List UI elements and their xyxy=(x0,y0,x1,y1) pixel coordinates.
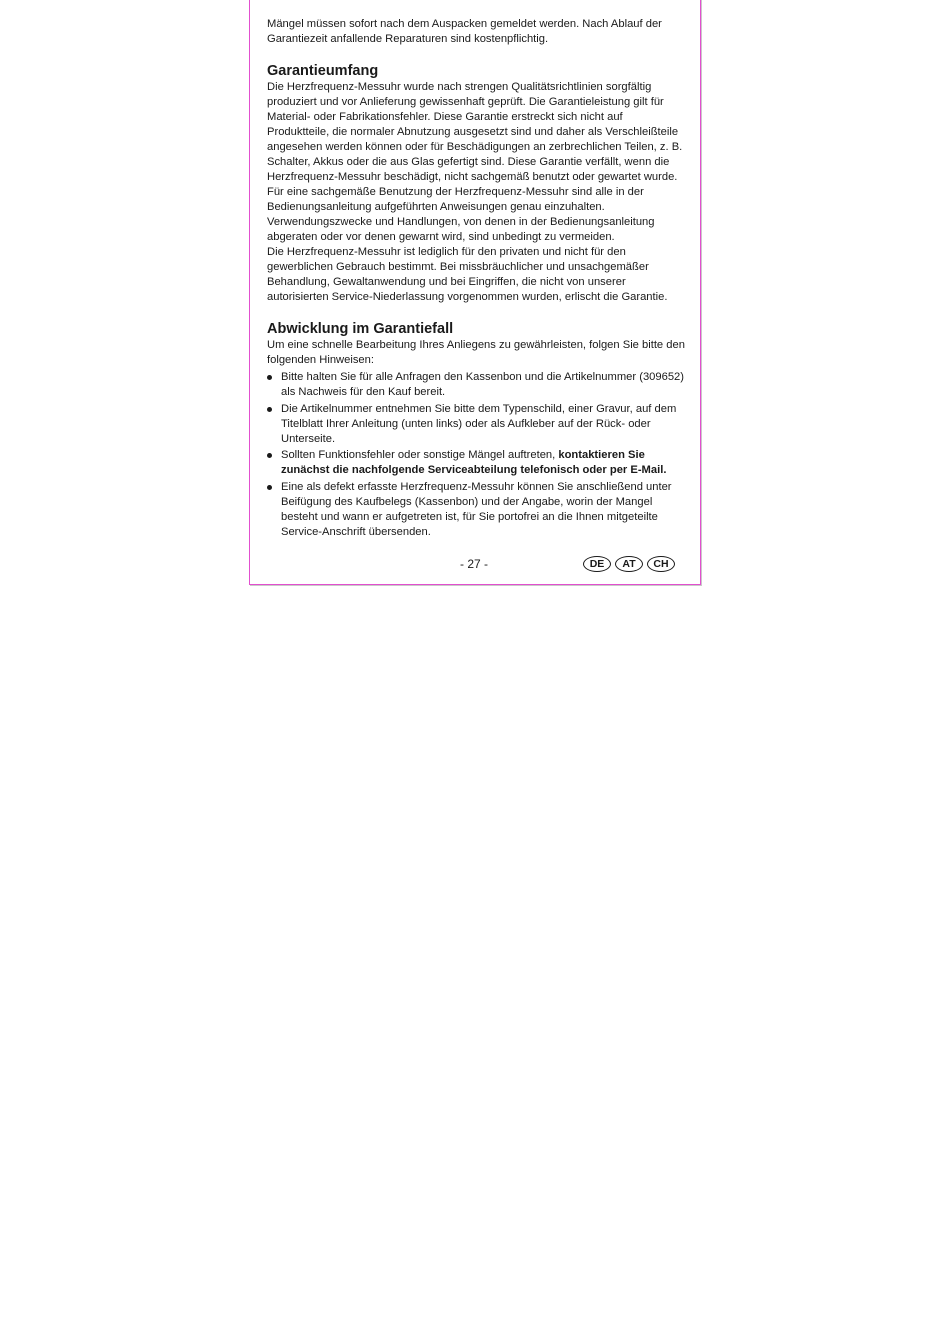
bullet-icon xyxy=(267,407,272,412)
garantieumfang-paragraph-1: Die Herzfrequenz-Messuhr wurde nach strengen Qualitätsrichtlinien sorgfältig produziert und vor Anlieferung gewissenhaft geprüft. Die Garantieleistung gilt für Material- oder Fabrikationsfehler. Diese Garantie erstreckt sich nicht auf Produktteile, die normaler Abnutzung ausgesetzt sind und daher als Verschleißteile angesehen werden können oder für Beschädigungen an zerbrechlichen Teilen, z. B. Schalter, Akkus oder die aus Glas gefertigt sind. Diese Garantie verfällt, wenn die Herzfrequenz-Messuhr beschädigt, nicht sachgemäß benutzt oder gewartet wurde. Für eine sachgemäße Benutzung der Herzfrequenz-Messuhr sind alle in der Bedienungsanleitung aufgeführten Anweisungen genau einzuhalten. Verwendungszwecke und Handlungen, von denen in der Bedienungsanleitung abgeraten oder vor denen gewarnt wird, sind unbedingt zu vermeiden. xyxy=(267,81,683,243)
heading-garantieumfang: Garantieumfang xyxy=(267,63,379,79)
list-item-text: Eine als defekt erfasste Herzfrequenz-Messuhr können Sie anschließend unter Beifügung des Kaufbelegs (Kassenbon) und der Angabe, worin der Mangel besteht und wann er aufgetreten ist, für Sie portofrei an die Ihnen mitgeteilte Service-Anschrift übersenden. xyxy=(281,480,672,538)
abwicklung-list xyxy=(267,370,687,540)
garantieumfang-paragraph-2: Die Herzfrequenz-Messuhr ist lediglich für den privaten und nicht für den gewerblichen Gebrauch bestimmt. Bei missbräuchlicher und unsachgemäßer Behandlung, Gewaltanwendung und bei Eingriffen, die nicht von unserer autorisierten Service-Niederlassung vorgenommen wurden, erlischt die Garantie. xyxy=(267,246,668,303)
country-badge-at: AT xyxy=(615,556,643,572)
list-item-text: Die Artikelnummer entnehmen Sie bitte dem Typenschild, einer Gravur, auf dem Titelblatt Ihrer Anleitung (unten links) oder als Aufkleber auf der Rück- oder Unterseite. xyxy=(281,402,677,445)
list-item-text: Sollten Funktionsfehler oder sonstige Mängel auftreten, xyxy=(281,449,559,461)
bullet-icon xyxy=(267,375,272,380)
page-number: - 27 - xyxy=(460,557,489,571)
page-footer xyxy=(250,556,700,576)
list-item-text: Bitte halten Sie für alle Anfragen den Kassenbon und die Artikelnummer (309652) als Nachweis für den Kauf bereit. xyxy=(281,371,685,398)
list-item xyxy=(267,402,687,447)
manual-page xyxy=(249,0,701,585)
list-item xyxy=(267,480,687,540)
heading-abwicklung: Abwicklung im Garantiefall xyxy=(267,321,454,337)
list-item xyxy=(267,448,687,478)
list-item-text-bold: kontaktieren Sie zunächst die nachfolgende Serviceabteilung telefonisch oder per E-Mail. xyxy=(281,449,667,476)
country-badge-de: DE xyxy=(583,556,611,572)
intro-paragraph: Mängel müssen sofort nach dem Auspacken gemeldet werden. Nach Ablauf der Garantiezeit anfallende Reparaturen sind kostenpflichtig. xyxy=(267,18,662,45)
page-content xyxy=(267,17,687,541)
abwicklung-intro: Um eine schnelle Bearbeitung Ihres Anliegens zu gewährleisten, folgen Sie bitte den folgenden Hinweisen: xyxy=(267,339,685,366)
bullet-icon xyxy=(267,485,272,490)
country-badge-ch: CH xyxy=(647,556,675,572)
list-item xyxy=(267,370,687,400)
country-badges xyxy=(583,556,675,572)
bullet-icon xyxy=(267,453,272,458)
